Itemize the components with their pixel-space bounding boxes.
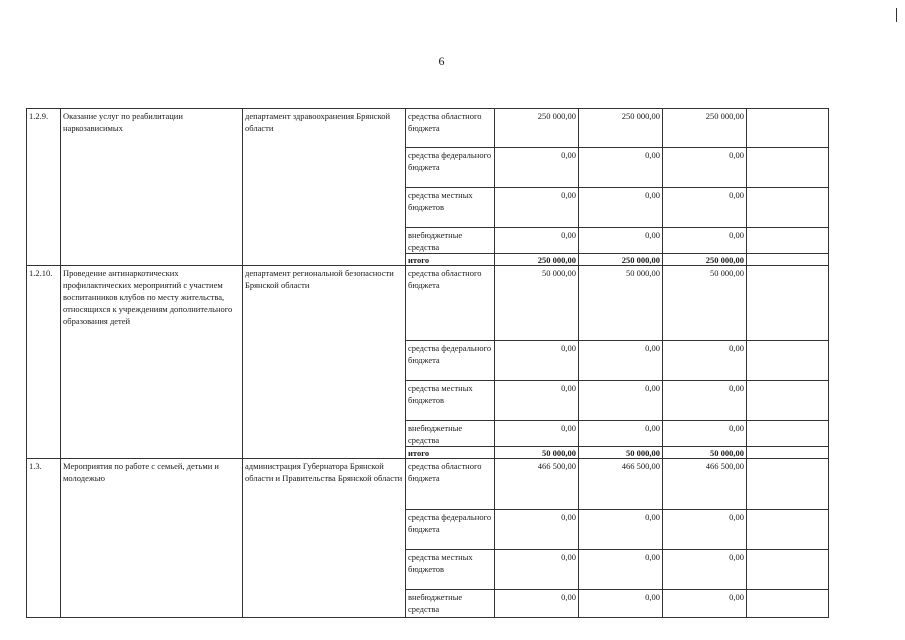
item-name: Мероприятия по работе с семьей, детьми и молодежью xyxy=(61,459,243,618)
amount-value: 0,00 xyxy=(579,341,663,381)
funding-source: средства областного бюджета xyxy=(406,459,495,510)
amount-value: 0,00 xyxy=(495,550,579,590)
empty-cell xyxy=(747,188,829,228)
empty-cell xyxy=(747,447,829,459)
amount-value: 0,00 xyxy=(495,188,579,228)
total-value: 250 000,00 xyxy=(495,254,579,266)
funding-source: средства областного бюджета xyxy=(406,266,495,341)
budget-table-body xyxy=(27,109,829,618)
funding-source: средства местных бюджетов xyxy=(406,550,495,590)
empty-cell xyxy=(747,148,829,188)
amount-value: 0,00 xyxy=(663,590,747,618)
amount-value: 50 000,00 xyxy=(495,266,579,341)
total-label: итого xyxy=(406,254,495,266)
amount-value: 466 500,00 xyxy=(495,459,579,510)
item-code: 1.2.9. xyxy=(27,109,61,266)
funding-source: средства федерального бюджета xyxy=(406,510,495,550)
budget-table xyxy=(26,108,829,618)
item-code: 1.2.10. xyxy=(27,266,61,459)
empty-cell xyxy=(747,254,829,266)
empty-cell xyxy=(747,510,829,550)
amount-value: 0,00 xyxy=(579,188,663,228)
amount-value: 0,00 xyxy=(579,228,663,254)
page-number: 6 xyxy=(438,54,445,68)
amount-value: 250 000,00 xyxy=(579,109,663,148)
amount-value: 0,00 xyxy=(579,510,663,550)
amount-value: 0,00 xyxy=(495,341,579,381)
total-value: 50 000,00 xyxy=(579,447,663,459)
amount-value: 0,00 xyxy=(579,381,663,421)
funding-source: внебюджетные средства xyxy=(406,421,495,447)
amount-value: 0,00 xyxy=(579,550,663,590)
amount-value: 0,00 xyxy=(663,228,747,254)
item-executor: департамент региональной безопасности Брянской области xyxy=(243,266,406,459)
total-value: 50 000,00 xyxy=(663,447,747,459)
item-executor: департамент здравоохранения Брянской области xyxy=(243,109,406,266)
amount-value: 50 000,00 xyxy=(579,266,663,341)
funding-source: средства областного бюджета xyxy=(406,109,495,148)
amount-value: 0,00 xyxy=(495,228,579,254)
scan-edge-mark xyxy=(896,8,897,22)
total-value: 250 000,00 xyxy=(579,254,663,266)
amount-value: 0,00 xyxy=(663,341,747,381)
amount-value: 466 500,00 xyxy=(663,459,747,510)
item-name: Оказание услуг по реабилитации наркозависимых xyxy=(61,109,243,266)
total-value: 250 000,00 xyxy=(663,254,747,266)
empty-cell xyxy=(747,228,829,254)
item-name: Проведение антинаркотических профилактических мероприятий с участием воспитанников клубов по месту жительства, относящихся к учреждениям дополнительного образования детей xyxy=(61,266,243,459)
empty-cell xyxy=(747,109,829,148)
funding-source: средства местных бюджетов xyxy=(406,188,495,228)
amount-value: 0,00 xyxy=(579,421,663,447)
empty-cell xyxy=(747,381,829,421)
total-value: 50 000,00 xyxy=(495,447,579,459)
empty-cell xyxy=(747,550,829,590)
empty-cell xyxy=(747,459,829,510)
funding-source: внебюджетные средства xyxy=(406,590,495,618)
amount-value: 0,00 xyxy=(495,421,579,447)
amount-value: 0,00 xyxy=(495,510,579,550)
empty-cell xyxy=(747,590,829,618)
amount-value: 0,00 xyxy=(579,590,663,618)
amount-value: 0,00 xyxy=(663,550,747,590)
total-label: итого xyxy=(406,447,495,459)
empty-cell xyxy=(747,341,829,381)
table-row xyxy=(27,109,829,148)
amount-value: 0,00 xyxy=(663,381,747,421)
funding-source: средства местных бюджетов xyxy=(406,381,495,421)
amount-value: 0,00 xyxy=(495,381,579,421)
amount-value: 50 000,00 xyxy=(663,266,747,341)
item-code: 1.3. xyxy=(27,459,61,618)
amount-value: 0,00 xyxy=(663,188,747,228)
amount-value: 250 000,00 xyxy=(495,109,579,148)
amount-value: 0,00 xyxy=(495,590,579,618)
amount-value: 0,00 xyxy=(579,148,663,188)
amount-value: 0,00 xyxy=(663,421,747,447)
empty-cell xyxy=(747,266,829,341)
funding-source: внебюджетные средства xyxy=(406,228,495,254)
amount-value: 0,00 xyxy=(663,148,747,188)
table-row xyxy=(27,459,829,510)
table-row xyxy=(27,266,829,341)
empty-cell xyxy=(747,421,829,447)
amount-value: 466 500,00 xyxy=(579,459,663,510)
amount-value: 0,00 xyxy=(663,510,747,550)
amount-value: 250 000,00 xyxy=(663,109,747,148)
funding-source: средства федерального бюджета xyxy=(406,341,495,381)
item-executor: администрация Губернатора Брянской области и Правительства Брянской области xyxy=(243,459,406,618)
amount-value: 0,00 xyxy=(495,148,579,188)
funding-source: средства федерального бюджета xyxy=(406,148,495,188)
